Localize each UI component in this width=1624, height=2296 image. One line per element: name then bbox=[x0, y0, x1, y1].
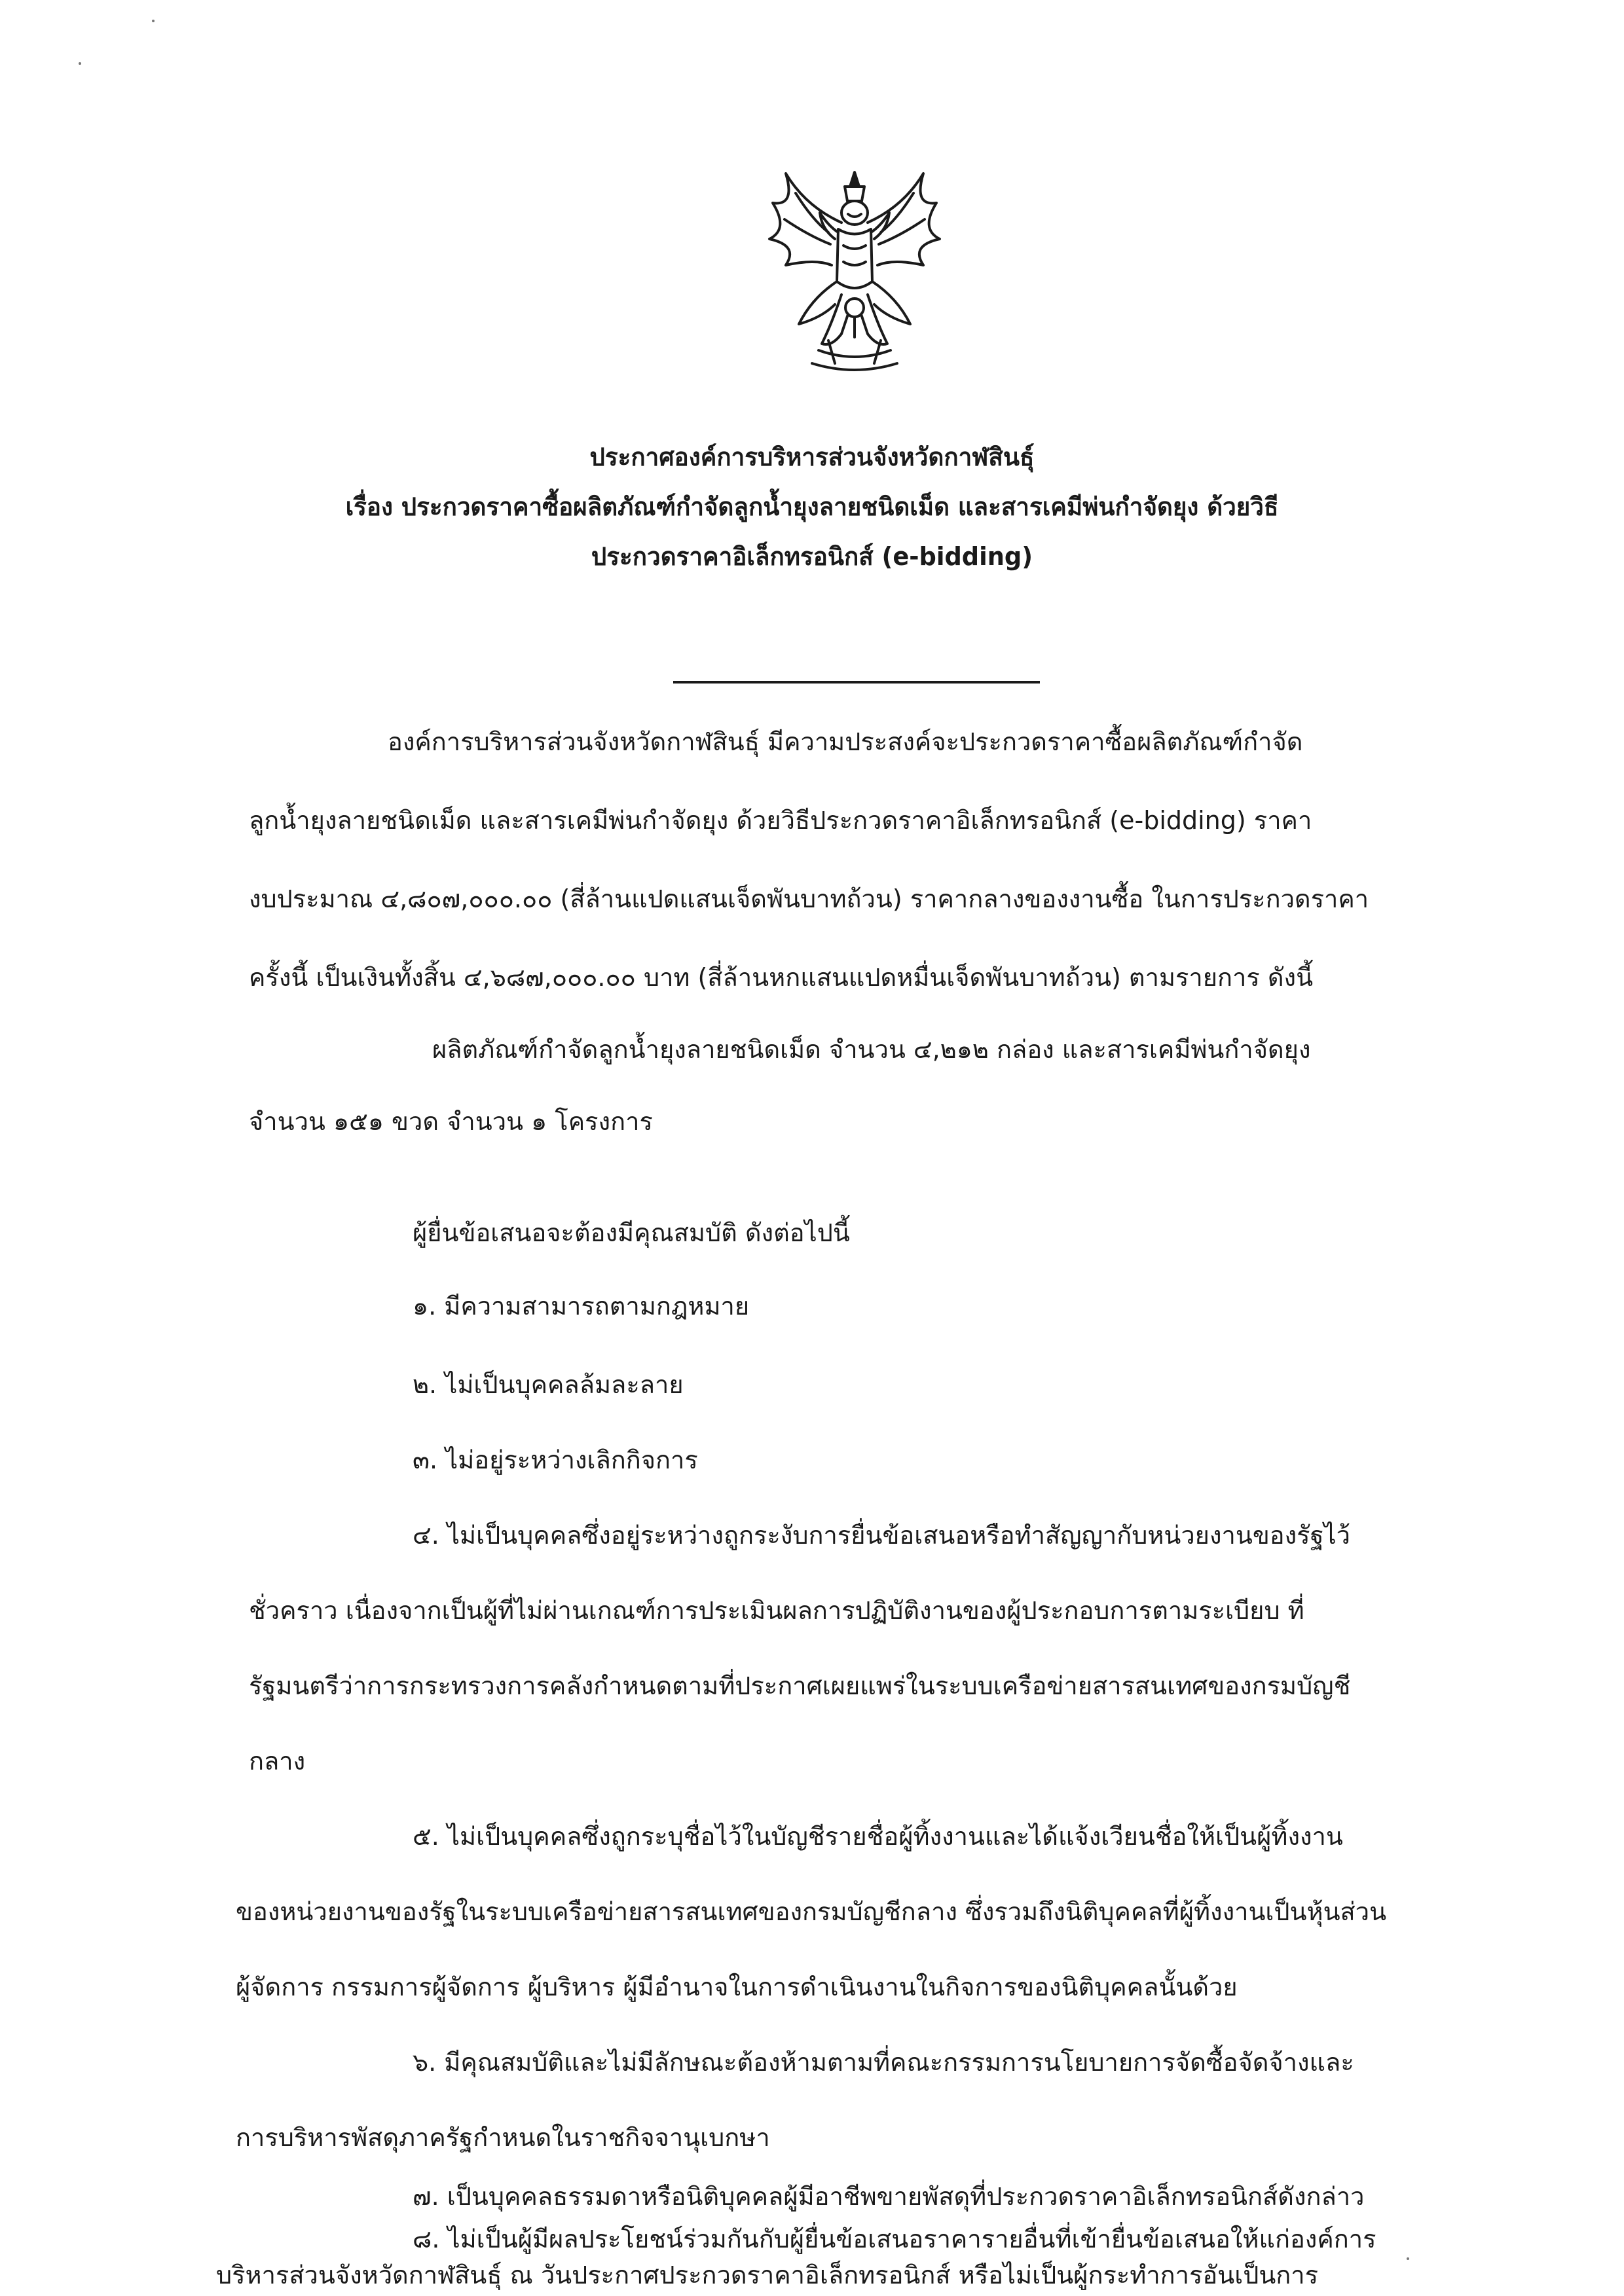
title-line-1: ประกาศองค์การบริหารส่วนจังหวัดกาฬสินธุ์ bbox=[589, 443, 1035, 471]
intro-line-6: จำนวน ๑๕๑ ขวด จำนวน ๑ โครงการ bbox=[249, 1107, 653, 1136]
qualification-item-4-line-3: รัฐมนตรีว่าการกระทรวงการคลังกำหนดตามที่ประกาศเผยแพร่ในระบบเครือข่ายสารสนเทศของกรมบัญชี bbox=[249, 1671, 1351, 1700]
intro-line-4: ครั้งนี้ เป็นเงินทั้งสิ้น ๔,๖๘๗,๐๐๐.๐๐ บาท (สี่ล้านหกแสนแปดหมื่นเจ็ดพันบาทถ้วน) ตามรายการ ดังนี้ bbox=[249, 963, 1314, 992]
garuda-emblem-icon bbox=[760, 167, 950, 383]
intro-line-5: ผลิตภัณฑ์กำจัดลูกน้ำยุงลายชนิดเม็ด จำนวน ๔,๒๑๒ กล่อง และสารเคมีพ่นกำจัดยุง bbox=[432, 1035, 1311, 1064]
qualification-item-5-line-2: ของหน่วยงานของรัฐในระบบเครือข่ายสารสนเทศของกรมบัญชีกลาง ซึ่งรวมถึงนิติบุคคลที่ผู้ทิ้งงานเป็นหุ้นส่วน bbox=[236, 1897, 1387, 1926]
qualification-item-3: ๓. ไม่อยู่ระหว่างเลิกกิจการ bbox=[413, 1446, 698, 1474]
qualification-item-1: ๑. มีความสามารถตามกฎหมาย bbox=[413, 1292, 750, 1321]
qualification-item-4-line-4: กลาง bbox=[249, 1747, 306, 1776]
title-divider bbox=[673, 681, 1040, 683]
scan-speck bbox=[79, 62, 81, 65]
title-line-2: เรื่อง ประกวดราคาซื้อผลิตภัณฑ์กำจัดลูกน้ำยุงลายชนิดเม็ด และสารเคมีพ่นกำจัดยุง ด้วยวิธี bbox=[345, 492, 1279, 521]
intro-line-2: ลูกน้ำยุงลายชนิดเม็ด และสารเคมีพ่นกำจัดยุง ด้วยวิธีประกวดราคาอิเล็กทรอนิกส์ (e-bidding) ราคา bbox=[249, 806, 1312, 835]
qualification-item-4-line-1: ๔. ไม่เป็นบุคคลซึ่งอยู่ระหว่างถูกระงับการยื่นข้อเสนอหรือทำสัญญากับหน่วยงานของรัฐไว้ bbox=[413, 1521, 1350, 1550]
qualifications-heading: ผู้ยื่นข้อเสนอจะต้องมีคุณสมบัติ ดังต่อไปนี้ bbox=[413, 1218, 850, 1247]
qualification-item-8-line-2: บริหารส่วนจังหวัดกาฬสินธุ์ ณ วันประกาศประกวดราคาอิเล็กทรอนิกส์ หรือไม่เป็นผู้กระทำการอันเป็นการ bbox=[216, 2261, 1319, 2289]
qualification-item-6-line-2: การบริหารพัสดุภาครัฐกำหนดในราชกิจจานุเบกษา bbox=[236, 2123, 770, 2152]
title-line-3: ประกวดราคาอิเล็กทรอนิกส์ (e-bidding) bbox=[591, 542, 1033, 571]
intro-line-3: งบประมาณ ๔,๘๐๗,๐๐๐.๐๐ (สี่ล้านแปดแสนเจ็ดพันบาทถ้วน) ราคากลางของงานซื้อ ในการประกวดราคา bbox=[249, 884, 1369, 913]
qualification-item-2: ๒. ไม่เป็นบุคคลล้มละลาย bbox=[413, 1370, 684, 1399]
qualification-item-7: ๗. เป็นบุคคลธรรมดาหรือนิติบุคคลผู้มีอาชีพขายพัสดุที่ประกวดราคาอิเล็กทรอนิกส์ดังกล่าว bbox=[413, 2182, 1365, 2211]
qualification-item-4-line-2: ชั่วคราว เนื่องจากเป็นผู้ที่ไม่ผ่านเกณฑ์การประเมินผลการปฏิบัติงานของผู้ประกอบการตามระเบียบ ที่ bbox=[249, 1596, 1304, 1625]
scan-speck bbox=[152, 20, 155, 22]
announcement-title bbox=[0, 432, 1624, 581]
qualification-item-5-line-1: ๕. ไม่เป็นบุคคลซึ่งถูกระบุชื่อไว้ในบัญชีรายชื่อผู้ทิ้งงานและได้แจ้งเวียนชื่อให้เป็นผู้ทิ้งงาน bbox=[413, 1822, 1343, 1851]
qualification-item-5-line-3: ผู้จัดการ กรรมการผู้จัดการ ผู้บริหาร ผู้มีอำนาจในการดำเนินงานในกิจการของนิติบุคคลนั้นด้วย bbox=[236, 1973, 1238, 2001]
scan-speck bbox=[1407, 2257, 1409, 2260]
qualification-item-8-line-1: ๘. ไม่เป็นผู้มีผลประโยชน์ร่วมกันกับผู้ยื่นข้อเสนอราคารายอื่นที่เข้ายื่นข้อเสนอให้แก่องค์การ bbox=[413, 2225, 1376, 2253]
qualification-item-6-line-1: ๖. มีคุณสมบัติและไม่มีลักษณะต้องห้ามตามที่คณะกรรมการนโยบายการจัดซื้อจัดจ้างและ bbox=[413, 2048, 1354, 2077]
intro-line-1: องค์การบริหารส่วนจังหวัดกาฬสินธุ์ มีความประสงค์จะประกวดราคาซื้อผลิตภัณฑ์กำจัด bbox=[388, 727, 1303, 756]
